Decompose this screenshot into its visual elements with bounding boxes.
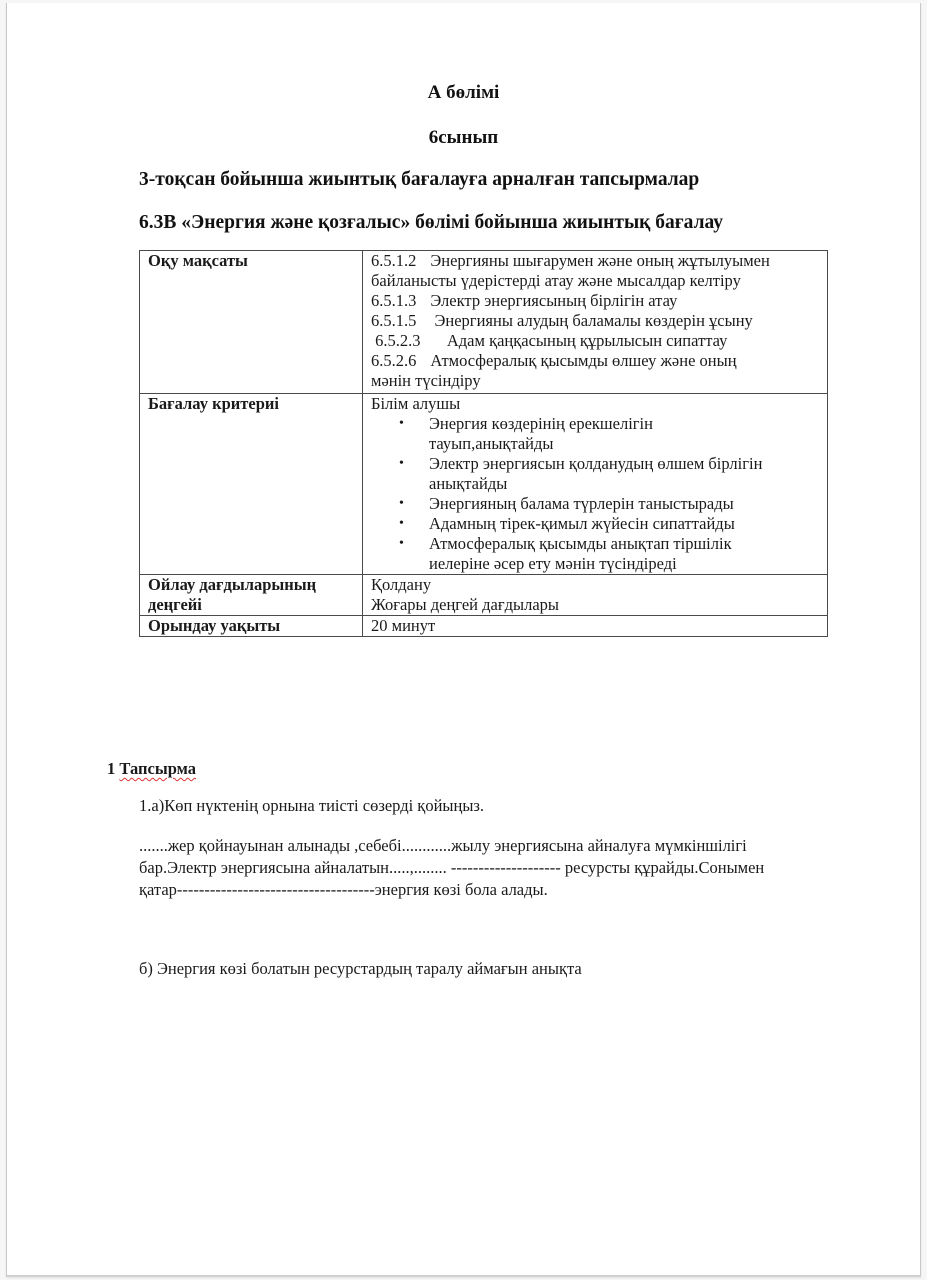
thinking-skill-value: Жоғары деңгей дағдылары [371, 595, 559, 614]
objective-line: байланысты үдерістерді атау және мысалдар келтіру [371, 271, 741, 290]
part-a-fill-in-text [139, 835, 764, 901]
objective-line: 6.5.1.5 Энергияны алудың баламалы көздерін ұсыну [371, 311, 753, 330]
fill-in-line: қатар------------------------------------энергия көзі бола алады. [139, 880, 548, 899]
task-number: 1 [107, 759, 116, 778]
thinking-skills-cell [363, 575, 828, 616]
document-page [6, 3, 921, 1277]
criteria-list [371, 414, 821, 574]
learning-objectives-cell [363, 251, 828, 394]
thinking-skills-label: Ойлау дағдыларының деңгейі [140, 575, 363, 616]
thinking-skill-value: Қолдану [371, 575, 432, 594]
part-a-prompt: 1.а)Көп нүктенің орнына тиісті сөзерді қойыңыз. [139, 796, 485, 815]
objective-line: 6.5.1.2 Энергияны шығарумен және оның жұтылуымен [371, 251, 770, 270]
criteria-item: • Энергия көздерінің ерекшелігін тауып,анықтайды [429, 414, 689, 454]
part-b-prompt: б) Энергия көзі болатын ресурстардың таралу аймағын анықта [139, 959, 582, 978]
criteria-item: • Адамның тірек-қимыл жүйесін сипаттайды [429, 514, 821, 534]
table-row-assessment-criteria [140, 394, 828, 575]
criteria-item: • Энергияның балама түрлерін таныстырады [429, 494, 821, 514]
quarter-title: 3-тоқсан бойынша жиынтық бағалауға арналған тапсырмалар [139, 169, 700, 190]
duration-label: Орындау уақыты [140, 616, 363, 637]
criteria-item: • Электр энергиясын қолданудың өлшем бірлігін анықтайды [429, 454, 809, 494]
objective-line: 6.5.2.3 Адам қаңқасының құрылысын сипаттау [371, 331, 728, 350]
objective-line: мәнін түсіндіру [371, 371, 481, 390]
grade-title: 6сынып [428, 127, 499, 148]
task-heading [107, 759, 196, 779]
learning-objectives-label: Оқу мақсаты [140, 251, 363, 394]
assessment-criteria-label: Бағалау критериі [140, 394, 363, 575]
fill-in-line: .......жер қойнауынан алынады ,себебі............жылу энергиясына айналуға мүмкіншілігі [139, 836, 747, 855]
table-row-thinking-skills [140, 575, 828, 616]
assessment-criteria-cell [363, 394, 828, 575]
table-row-learning-objectives [140, 251, 828, 394]
task-title-word: Тапсырма [119, 759, 197, 778]
fill-in-line: бар.Электр энергиясына айналатын.....,........ -------------------- ресурсты құрайды.Сонымен [139, 858, 765, 877]
criteria-intro: Білім алушы [371, 394, 461, 413]
objective-line: 6.5.1.3 Электр энергиясының бірлігін атау [371, 291, 678, 310]
section-title: А бөлімі [427, 82, 500, 103]
unit-title: 6.3В «Энергия және қозғалыс» бөлімі бойынша жиынтық бағалау [139, 212, 724, 233]
table-row-duration [140, 616, 828, 637]
assessment-info-table [139, 250, 828, 637]
objective-line: 6.5.2.6 Атмосфералық қысымды өлшеу және оның [371, 351, 737, 370]
duration-value: 20 минут [363, 616, 828, 637]
criteria-item: • Атмосфералық қысымды анықтап тіршілік иелеріне әсер ету мәнін түсіндіреді [429, 534, 759, 574]
